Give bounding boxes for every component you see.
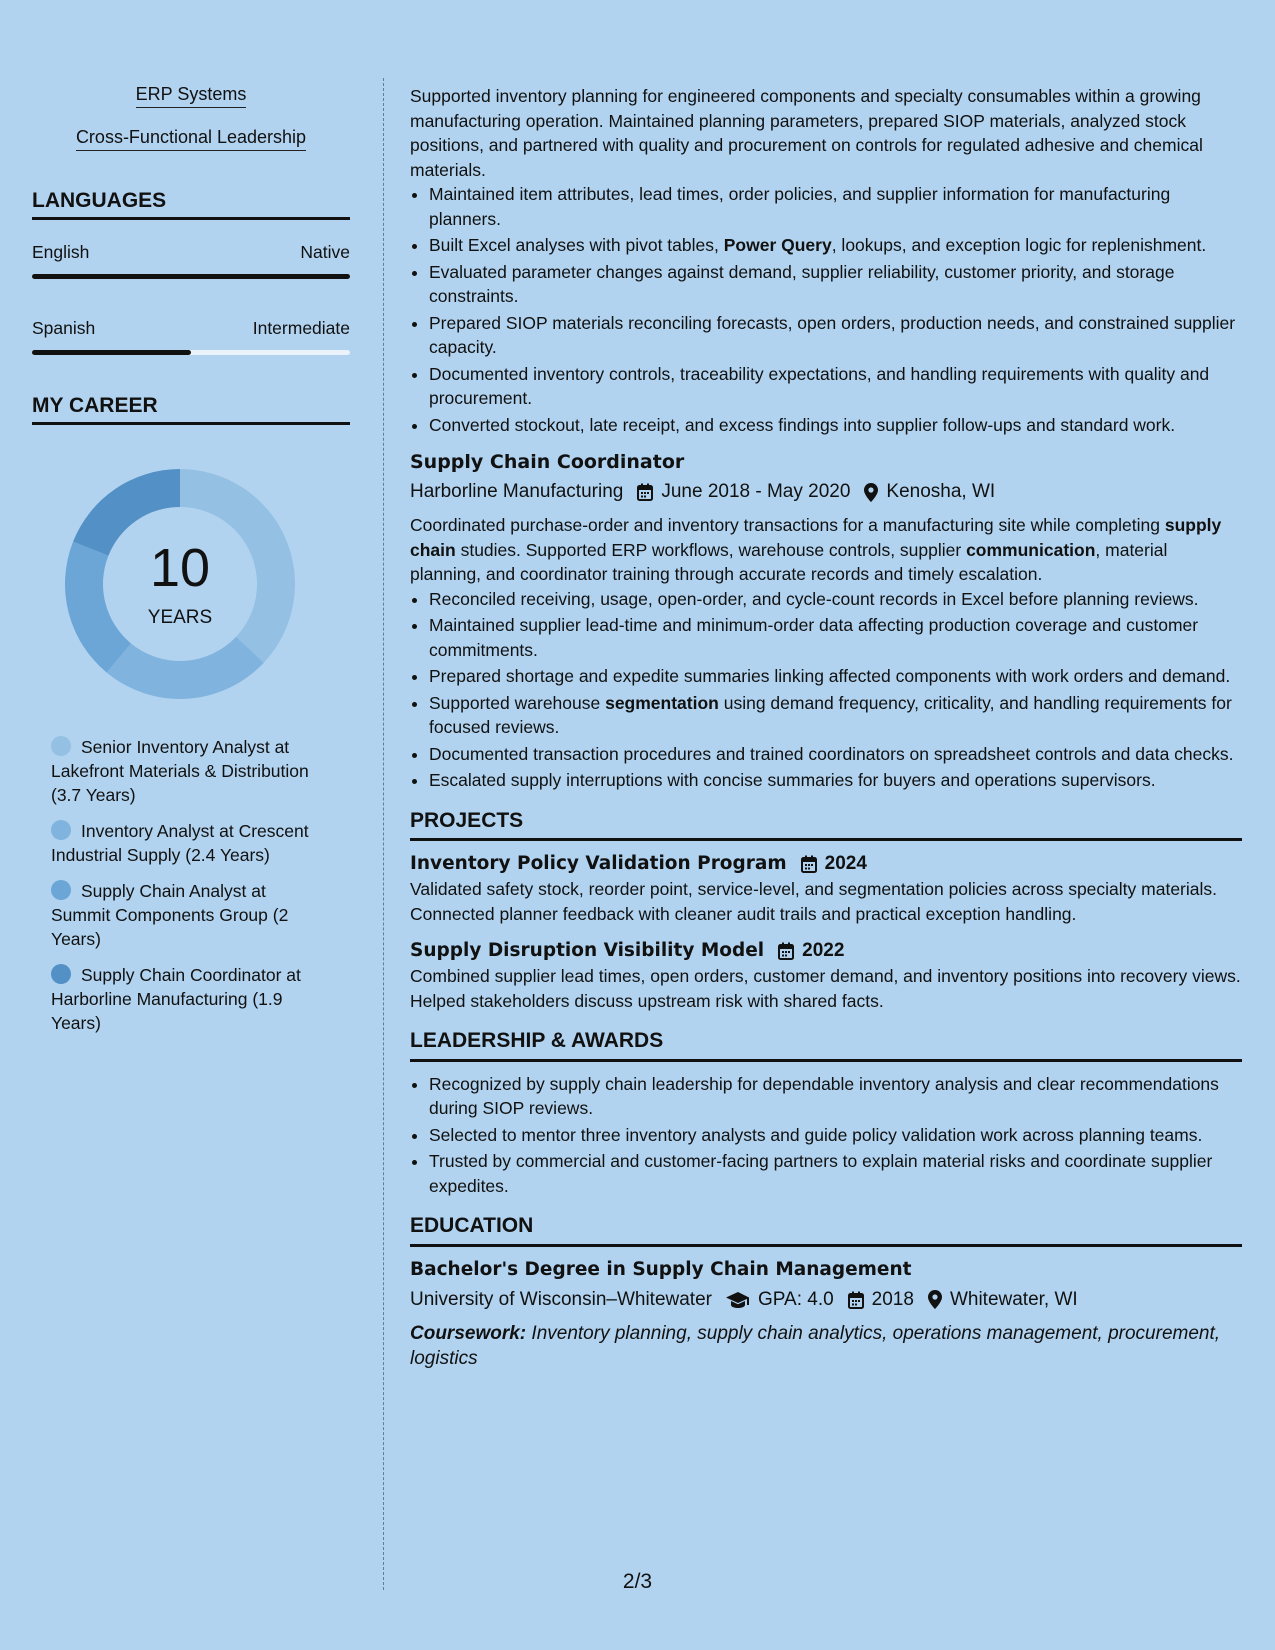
project-title: Supply Disruption Visibility Model (410, 940, 765, 961)
calendar-icon (778, 942, 794, 960)
language-row (32, 242, 350, 263)
language-name: Spanish (32, 318, 96, 338)
left-column (32, 84, 350, 1047)
projects-heading: PROJECTS (410, 809, 1242, 842)
leadership-bullets (410, 1072, 1242, 1199)
leadership-heading: LEADERSHIP & AWARDS (410, 1029, 1242, 1062)
list-item: • Recognized by supply chain leadership for dependable inventory analysis and clear recommendations during SIOP reviews. (429, 1072, 1242, 1121)
coursework: Coursework: Inventory planning, supply chain analytics, operations management, procurement, logistics (410, 1322, 1221, 1369)
list-item: • Prepared shortage and expedite summaries linking affected components with work orders and demand. (429, 664, 1242, 689)
project-title: Inventory Policy Validation Program (410, 853, 787, 874)
proficiency-fill (32, 350, 191, 355)
project-year: 2024 (824, 853, 867, 874)
career-legend (51, 735, 321, 1035)
list-item: • Supported warehouse segmentation using demand frequency, criticality, and handling requirements for focused reviews. (429, 691, 1242, 740)
education-heading: EDUCATION (410, 1214, 1242, 1247)
legend-item: Inventory Analyst at Crescent Industrial Supply (2.4 Years) (51, 821, 309, 865)
project-year: 2022 (802, 940, 845, 961)
legend-dot (51, 736, 71, 756)
language-row (32, 318, 350, 339)
skill-item: ERP Systems (32, 84, 350, 108)
project-item (410, 938, 1242, 1013)
map-pin-icon (864, 483, 878, 502)
list-item: • Documented inventory controls, traceability expectations, and handling requirements with quality and procurement. (429, 362, 1242, 411)
list-item: • Documented transaction procedures and trained coordinators on spreadsheet controls and data checks. (429, 742, 1242, 767)
legend-item: Senior Inventory Analyst at Lakefront Materials & Distribution (3.7 Years) (51, 737, 309, 805)
languages-heading: LANGUAGES (32, 189, 350, 220)
list-item: • Trusted by commercial and customer-facing partners to explain material risks and coordinate supplier expedites. (429, 1149, 1242, 1198)
list-item: • Prepared SIOP materials reconciling forecasts, open orders, production needs, and constrained supplier capacity. (429, 311, 1242, 360)
language-level: Intermediate (252, 318, 350, 338)
degree-title: Bachelor's Degree in Supply Chain Management (410, 1258, 912, 1280)
list-item: • Reconciled receiving, usage, open-order, and cycle-count records in Excel before planning reviews. (429, 587, 1242, 612)
calendar-icon (801, 855, 817, 873)
list-item: • Maintained supplier lead-time and minimum-order data affecting production coverage and customer commitments. (429, 613, 1242, 662)
project-item (410, 851, 1242, 926)
list-item: • Converted stockout, late receipt, and excess findings into supplier follow-ups and standard work. (429, 413, 1242, 438)
language-proficiency-bar (32, 274, 350, 279)
job-summary: Supported inventory planning for engineered components and specialty consumables within a growing manufacturing operation. Maintained planning parameters, prepared SIOP materials, analyzed stock positions, and partnered with quality and procurement on controls for regulated adhesive and chemical materials. (410, 86, 1203, 180)
list-item: • Maintained item attributes, lead times, order policies, and supplier information for manufacturing planners. (429, 182, 1242, 231)
career-donut-chart (65, 469, 295, 699)
map-pin-icon (928, 1290, 942, 1309)
job-bullets (410, 587, 1242, 793)
legend-dot (51, 964, 71, 984)
job-bullets (410, 182, 1242, 437)
language-proficiency-bar (32, 350, 350, 355)
legend-item: Supply Chain Coordinator at Harborline Manufacturing (1.9 Years) (51, 965, 301, 1033)
legend-dot (51, 820, 71, 840)
job-summary: Coordinated purchase-order and inventory transactions for a manufacturing site while completing supply chain studies. Supported ERP workflows, warehouse controls, supplier communication, material planning, and coordinator training through accurate records and timely escalation. (410, 515, 1222, 584)
list-item: • Evaluated parameter changes against demand, supplier reliability, customer priority, and storage constraints. (429, 260, 1242, 309)
legend-dot (51, 880, 71, 900)
school-location: Whitewater, WI (949, 1288, 1078, 1310)
job-meta (410, 479, 1242, 505)
job-location: Kenosha, WI (886, 481, 996, 502)
graduation-year: 2018 (871, 1288, 914, 1310)
language-level: Native (300, 242, 350, 262)
career-years-unit: YEARS (147, 607, 213, 628)
education-meta (410, 1287, 1242, 1313)
gpa: GPA: 4.0 (757, 1288, 834, 1310)
calendar-icon (848, 1291, 864, 1309)
school-name: University of Wisconsin–Whitewater (410, 1288, 712, 1310)
career-total-years: 10 (149, 538, 211, 598)
list-item: • Escalated supply interruptions with concise summaries for buyers and operations supervisors. (429, 768, 1242, 793)
project-description: Combined supplier lead times, open orders, customer demand, and inventory positions into recovery views. Helped stakeholders discuss upstream risk with shared facts. (410, 966, 1241, 1011)
job-title: Supply Chain Coordinator (410, 451, 685, 473)
proficiency-fill (32, 274, 350, 279)
languages-list (32, 242, 350, 355)
job-dates: June 2018 - May 2020 (661, 481, 851, 502)
language-name: English (32, 242, 90, 262)
list-item: • Built Excel analyses with pivot tables, Power Query, lookups, and exception logic for replenishment. (429, 233, 1242, 258)
column-divider (383, 78, 384, 1590)
graduation-cap-icon (726, 1291, 750, 1309)
company-name: Harborline Manufacturing (410, 481, 624, 502)
donut-segment (107, 637, 264, 699)
page-number: 2/3 (622, 1570, 653, 1593)
right-column (410, 84, 1242, 1371)
legend-item: Supply Chain Analyst at Summit Components Group (2 Years) (51, 881, 289, 949)
skill-item: Cross-Functional Leadership (32, 127, 350, 151)
career-heading: MY CAREER (32, 394, 350, 425)
project-description: Validated safety stock, reorder point, service-level, and segmentation policies across specialty materials. Connected planner feedback with cleaner audit trails and practical exception handling. (410, 879, 1217, 924)
calendar-icon (637, 483, 653, 501)
list-item: • Selected to mentor three inventory analysts and guide policy validation work across planning teams. (429, 1123, 1242, 1148)
